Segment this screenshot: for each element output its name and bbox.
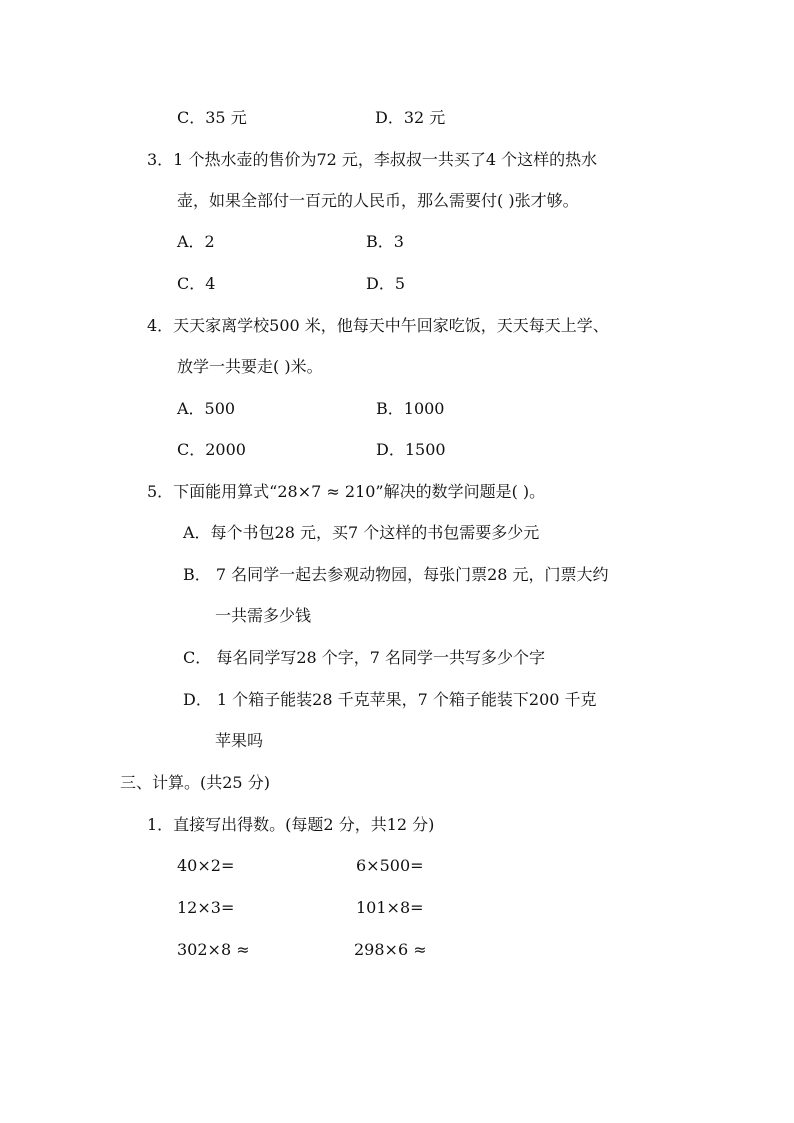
q5-option-d-line1: D． 1 个箱子能装28 千克苹果，7 个箱子能装下200 千克: [183, 690, 597, 709]
calc1-title: 1．直接写出得数。(每题2 分，共12 分): [147, 815, 435, 834]
q2-option-c: C．35 元: [177, 108, 247, 127]
q5-option-b-line1: B． 7 名同学一起去参观动物园，每张门票28 元，门票大约: [183, 565, 609, 584]
section3-title: 三、计算。(共25 分): [120, 773, 270, 792]
q4-stem-line1: 4．天天家离学校500 米，他每天中午回家吃饭，天天每天上学、: [147, 316, 609, 335]
q5-option-d-line2: 苹果吗: [215, 731, 264, 750]
q5-stem: 5．下面能用算式“28×7 ≈ 210”解决的数学问题是( )。: [147, 482, 546, 501]
calc-item: 6×500=: [356, 856, 424, 875]
calc-item: 12×3=: [177, 898, 235, 917]
q3-stem-line1: 3．1 个热水壶的售价为72 元，李叔叔一共买了4 个这样的热水: [147, 150, 598, 169]
q3-option-b: B．3: [366, 232, 404, 251]
q3-option-c: C．4: [177, 274, 216, 293]
calc-item: 302×8 ≈: [177, 940, 250, 959]
q5-option-c: C． 每名同学写28 个字，7 名同学一共写多少个字: [183, 648, 546, 667]
q3-option-d: D．5: [366, 274, 406, 293]
q4-option-a: A．500: [177, 399, 236, 418]
calc-item: 298×6 ≈: [354, 940, 427, 959]
calc-item: 101×8=: [356, 898, 424, 917]
q2-option-d: D．32 元: [375, 108, 446, 127]
q5-option-b-line2: 一共需多少钱: [215, 606, 312, 625]
q4-option-b: B．1000: [376, 399, 445, 418]
q3-option-a: A．2: [177, 232, 215, 251]
q3-stem-line2: 壶，如果全部付一百元的人民币，那么需要付( )张才够。: [177, 191, 579, 210]
q4-stem-line2: 放学一共要走( )米。: [177, 357, 323, 376]
q5-option-a: A．每个书包28 元，买7 个这样的书包需要多少元: [183, 523, 540, 542]
calc-item: 40×2=: [177, 856, 235, 875]
q4-option-c: C．2000: [177, 440, 246, 459]
q4-option-d: D．1500: [376, 440, 446, 459]
